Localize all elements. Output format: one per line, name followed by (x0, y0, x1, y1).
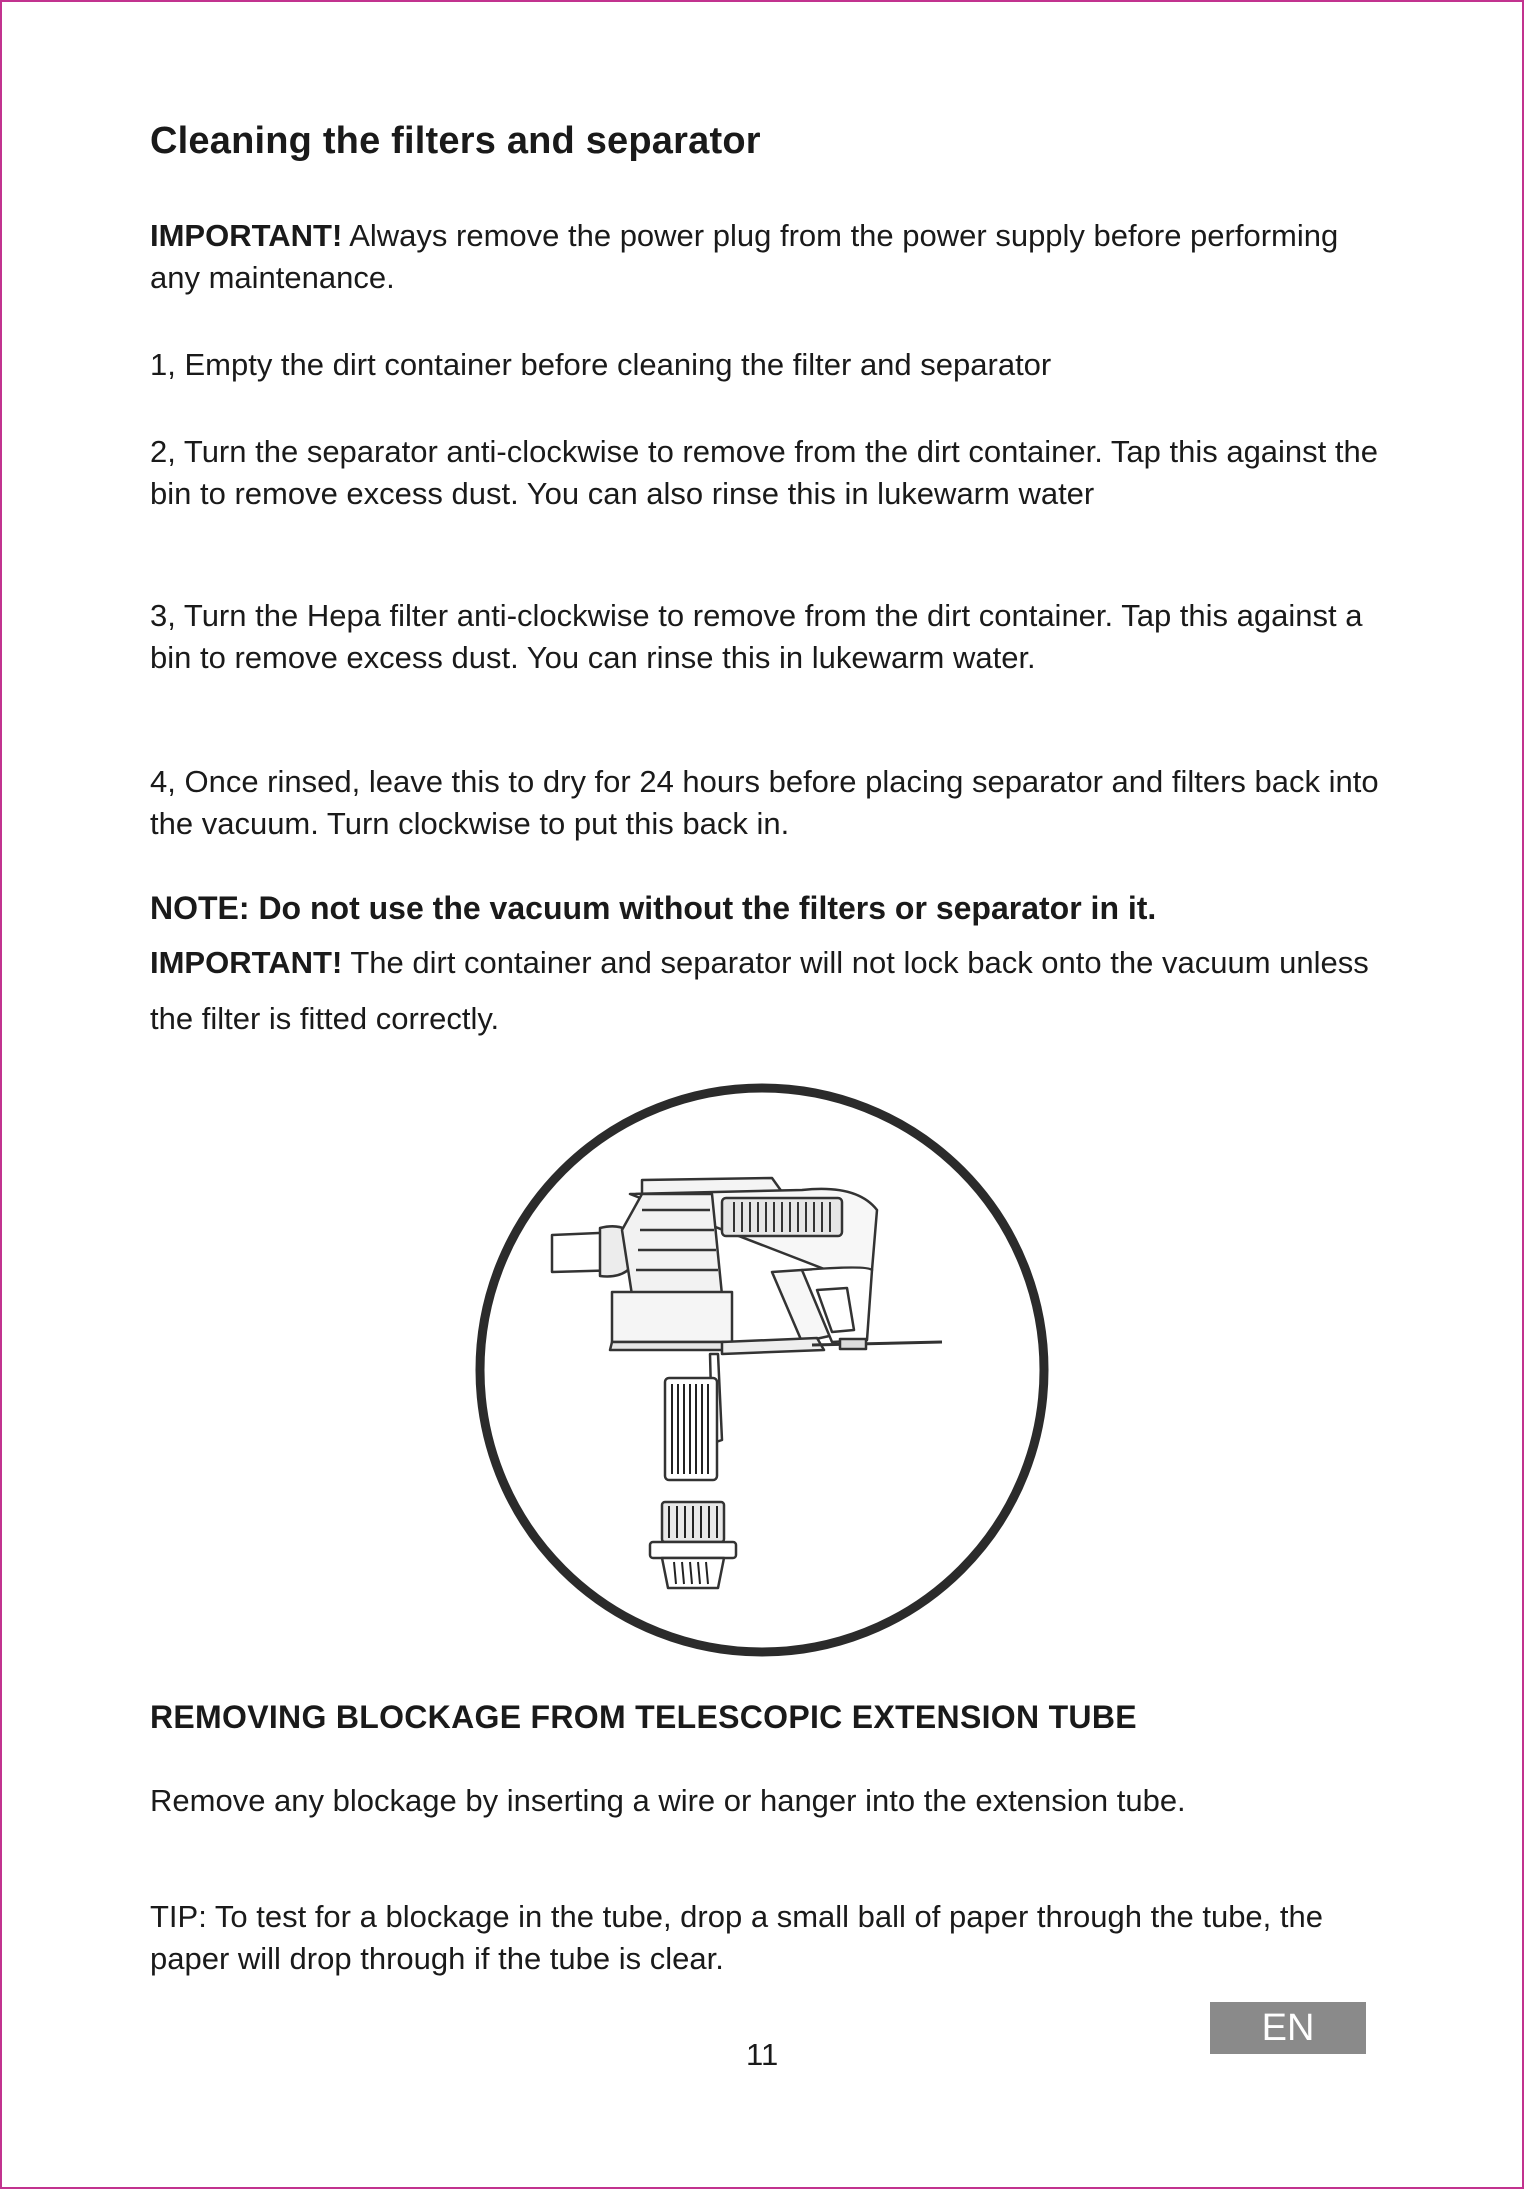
page-title: Cleaning the filters and separator (150, 120, 761, 162)
vacuum-filter-illustration (472, 1080, 1052, 1660)
step-3: 3, Turn the Hepa filter anti-clockwise to remove from the dirt container. Tap this against a bin to remove excess dust. You can rinse this in lukewarm water. (150, 598, 1363, 675)
blockage-instruction: Remove any blockage by inserting a wire or hanger into the extension tube. (150, 1783, 1186, 1818)
important-label-2: IMPORTANT! (150, 945, 343, 980)
page-number: 11 (746, 2037, 779, 2072)
step-4: 4, Once rinsed, leave this to dry for 24 hours before placing separator and filters back into the vacuum. Turn clockwise to put this back in. (150, 764, 1379, 841)
important-lock-warning (150, 935, 1390, 1047)
language-badge: EN (1210, 2002, 1366, 2054)
step-2: 2, Turn the separator anti-clockwise to remove from the dirt container. Tap this against the bin to remove excess dust. You can also rinse this in lukewarm water (150, 434, 1378, 511)
step-1: 1, Empty the dirt container before cleaning the filter and separator (150, 347, 1052, 382)
section-heading-blockage: REMOVING BLOCKAGE FROM TELESCOPIC EXTENSION TUBE (150, 1699, 1137, 1735)
blockage-tip: TIP: To test for a blockage in the tube, drop a small ball of paper through the tube, the paper will drop through if the tube is clear. (150, 1899, 1323, 1976)
important-label: IMPORTANT! (150, 218, 343, 253)
note: NOTE: Do not use the vacuum without the filters or separator in it. (150, 890, 1157, 926)
important-warning (150, 215, 1390, 299)
important-text: Always remove the power plug from the power supply before performing any maintenance. (150, 218, 1339, 295)
important-lock-text: The dirt container and separator will not lock back onto the vacuum unless the filter is fitted correctly. (150, 945, 1369, 1036)
